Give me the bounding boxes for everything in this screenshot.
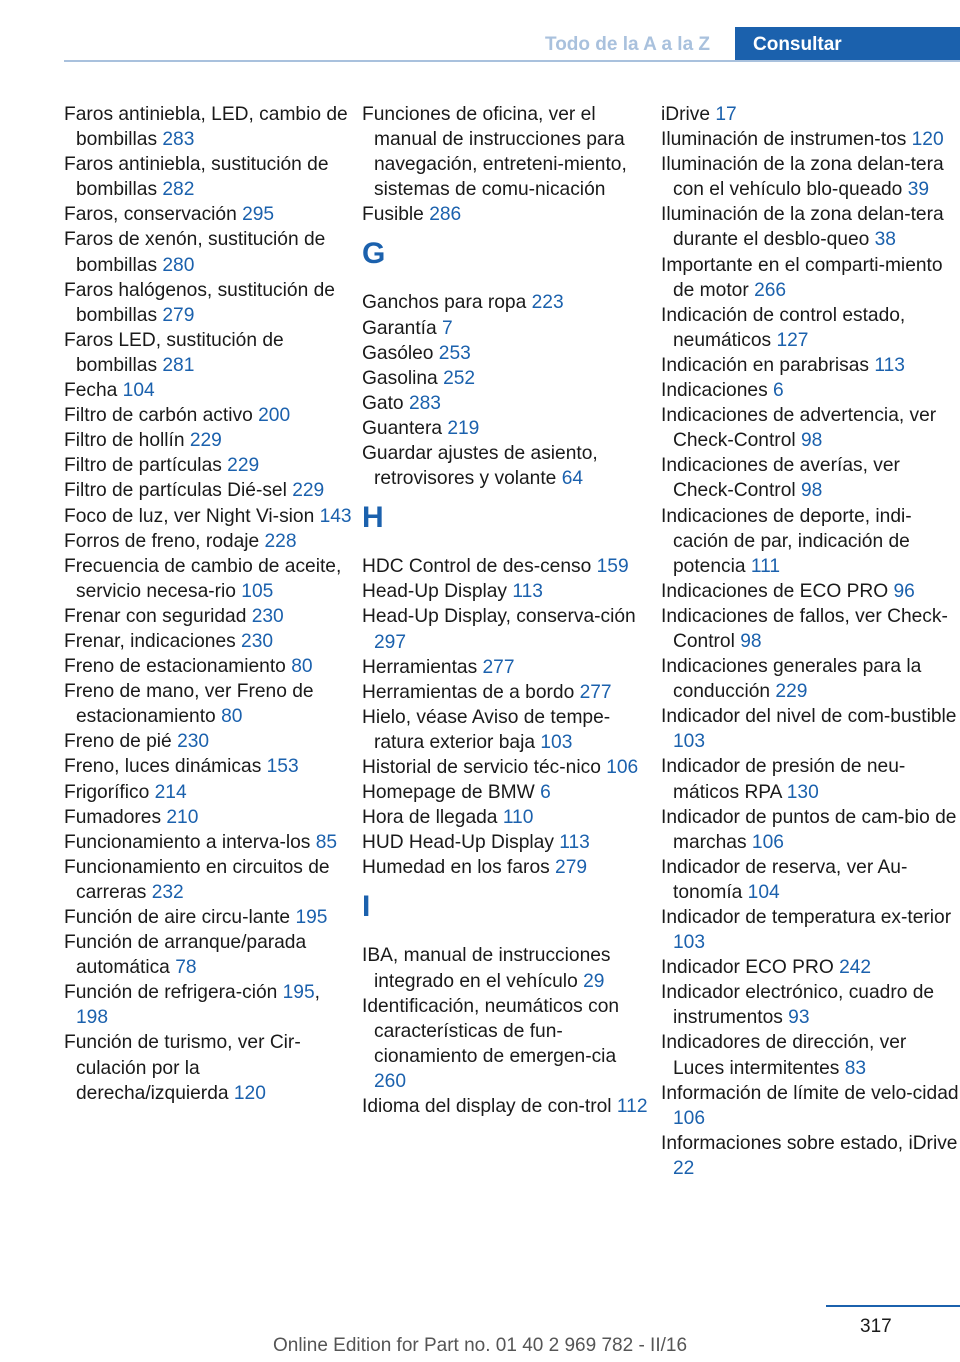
index-entry-text: Fusible [362,204,430,226]
page-link[interactable]: 230 [241,630,274,652]
index-entry [64,654,354,679]
page-link[interactable]: 143 [319,505,352,527]
index-entry [362,994,652,1094]
index-entry-text: Freno de mano, ver Freno de estacionamiento [64,681,314,728]
index-entry [64,102,354,152]
index-entry [64,378,354,403]
index-entry-text: Filtro de partículas Dié‐sel [64,480,293,502]
index-entry [661,403,960,453]
index-entry-text: Faros de xenón, sustitución de bombillas [64,229,326,276]
index-entry-text: Importante en el comparti‐miento de motor [661,254,943,301]
page-link[interactable]: 260 [374,1070,407,1092]
index-entry-text: Faros antiniebla, sustitución de bombillas [64,154,329,201]
index-entry [64,554,354,604]
index-entry [661,579,960,604]
page-link[interactable]: 266 [754,279,787,301]
index-entry-text: Filtro de carbón activo [64,405,259,427]
index-entry [64,629,354,654]
index-entry-text: Indicador de temperatura ex‐terior [661,907,952,928]
page-link[interactable]: 98 [800,480,823,502]
index-entry [661,453,960,503]
index-entry-text: Iluminación de instrumen‐tos [661,129,912,151]
index-entry-text: Filtro de partículas [64,455,228,477]
index-entry-text: Indicador de presión de neu‐máticos RPA [661,756,906,803]
index-entry [661,253,960,303]
page-link[interactable]: 279 [162,304,195,326]
page-link[interactable]: 280 [162,254,195,276]
header-divider [64,60,960,62]
page-link[interactable]: 113 [512,581,543,603]
index-entry [661,805,960,855]
index-entry-text: Gato [362,392,409,414]
index-entry-text: iDrive [661,104,716,125]
page-link[interactable]: 297 [374,631,407,653]
index-entry [362,855,652,880]
index-entry [661,704,960,754]
page-link[interactable]: 198 [76,1007,109,1029]
index-entry-text: HUD Head-Up Display [362,832,560,854]
index-entry [64,278,354,328]
index-entry-text: Herramientas [362,656,483,678]
index-entry [362,366,652,391]
index-entry-text: Indicador de puntos de cam‐bio de marchas [661,806,957,853]
index-entry-text: Indicaciones [661,380,773,402]
index-entry-text: Función de refrigera‐ción [64,982,283,1004]
footer-divider [826,1305,960,1307]
index-column-2 [362,102,652,1119]
index-entry [64,403,354,428]
index-entry [362,1094,652,1119]
index-entry-text: Freno de estacionamiento [64,656,292,678]
page-link[interactable]: 223 [531,292,564,314]
index-entry-text: Indicaciones de deporte, indi‐cación de par, indicación de potencia [661,505,912,577]
page-link[interactable]: 6 [773,380,784,402]
page-number: 317 [860,1316,892,1337]
index-entry-text: Fecha [64,380,123,402]
page-link[interactable]: 104 [122,380,155,402]
page-link[interactable]: 210 [166,806,199,828]
page-link[interactable]: 229 [775,681,808,703]
index-entry [661,127,960,152]
index-entry [64,227,354,277]
index-entry-text: Hielo, véase Aviso de tempe‐ratura exterior baja [362,706,611,753]
index-entry [362,805,652,830]
page-link[interactable]: 111 [750,555,781,577]
page-link[interactable]: 7 [442,317,453,339]
index-entry-text: Humedad en los faros [362,857,556,879]
index-entry [362,943,652,993]
index-entry [64,202,354,227]
index-entry-text: Funcionamiento a interva‐los [64,831,316,853]
page-link[interactable]: 159 [596,556,629,578]
page-link[interactable]: 105 [241,580,274,602]
page-link[interactable]: 195 [282,982,315,1004]
page-link[interactable]: 106 [606,756,639,778]
index-entry [64,830,354,855]
page-link[interactable]: 106 [751,831,784,853]
index-entry-text: Faros antiniebla, LED, cambio de bombillas [64,104,348,151]
index-entry-text: Homepage de BMW [362,782,541,804]
index-entry [362,316,652,341]
index-entry-text: Indicación de control estado, neumáticos [661,304,906,351]
index-entry [64,1030,354,1105]
index-entry-text: Hora de llegada [362,807,503,829]
page-link[interactable]: 281 [162,354,195,376]
index-entry-text: Indicador electrónico, cuadro de instrumentos [661,982,935,1029]
index-entry-text: Guardar ajustes de asiento, retrovisores y volante [362,443,598,490]
index-entry [64,453,354,478]
page-link[interactable]: 29 [583,970,605,992]
index-entry [661,1030,960,1080]
index-entry [64,930,354,980]
index-entry [661,152,960,202]
index-entry [362,290,652,315]
page-link[interactable]: 78 [175,957,197,979]
index-entry [362,441,652,491]
index-entry [661,353,960,378]
page-link[interactable]: 283 [162,129,195,151]
index-entry-text: Gasóleo [362,342,439,364]
page-link[interactable]: 253 [438,342,471,364]
page-link[interactable]: 283 [408,392,441,414]
index-entry: Función de refrigera‐ción 195, 198 [64,982,320,1029]
page-link[interactable]: 219 [447,417,480,439]
index-entry [362,755,652,780]
index-entry [362,554,652,579]
index-entry [362,416,652,441]
page-link[interactable]: 242 [839,957,872,979]
index-entry-text: Indicaciones generales para la conducción [661,656,922,703]
page-link[interactable]: 120 [911,129,944,151]
index-entry [64,729,354,754]
index-entry [64,679,354,729]
page-link[interactable]: 153 [266,756,299,778]
page-link[interactable]: 93 [788,1007,810,1029]
index-entry-text: Frecuencia de cambio de aceite, servicio necesa‐rio [64,555,342,602]
page-link[interactable]: 39 [907,179,930,201]
index-entry-text: Función de arranque/parada automática [64,932,307,979]
page-link[interactable]: 83 [844,1057,867,1079]
index-entry [362,391,652,416]
index-entry-text: HDC Control de des‐censo [362,556,597,578]
page-link[interactable]: 80 [221,706,243,728]
index-entry-text: Herramientas de a bordo [362,681,580,703]
page-link[interactable]: 277 [579,681,612,703]
index-entry [362,604,652,654]
index-entry-text: Indicadores de dirección, ver Luces intermitentes [661,1032,907,1079]
page-link[interactable]: 282 [162,179,195,201]
index-entry [661,1081,960,1131]
index-entry-text: Freno, luces dinámicas [64,756,267,778]
index-entry [661,378,960,403]
index-entry-text: Fumadores [64,806,167,828]
index-entry [64,529,354,554]
page-link[interactable]: 80 [291,656,313,678]
index-entry-text: Funcionamiento en circuitos de carreras [64,856,330,903]
page-link[interactable]: 214 [154,781,187,803]
page-link[interactable]: 112 [616,1096,648,1117]
index-entry [661,102,960,127]
index-entry [661,980,960,1030]
index-entry [661,905,960,955]
index-entry [661,754,960,804]
index-entry [661,1131,960,1181]
index-entry [362,341,652,366]
page-link[interactable]: 230 [177,731,210,753]
index-entry-text: Frigorífico [64,781,155,803]
page-link[interactable]: 279 [555,857,588,879]
index-entry-text: Head-Up Display, conserva‐ción [362,606,636,628]
index-entry-text: Indicador ECO PRO [661,957,840,979]
index-entry-text: Iluminación de la zona delan‐tera durante el desblo‐queo [661,204,944,251]
page-link[interactable]: 229 [227,455,260,477]
index-entry [362,680,652,705]
index-entry [64,328,354,378]
index-entry [362,780,652,805]
index-entry [64,905,354,930]
index-entry-text: Filtro de hollín [64,430,190,452]
page-link[interactable]: 103 [673,731,706,753]
index-entry-text: Historial de servicio téc‐nico [362,756,607,778]
page-link[interactable]: 195 [295,907,328,928]
page-link[interactable]: 120 [233,1082,266,1104]
index-letter-heading: G [362,237,386,271]
page-link[interactable]: 113 [874,354,905,376]
index-entry [64,504,354,529]
index-entry [362,705,652,755]
index-entry-text: Freno de pié [64,731,178,753]
page-link[interactable]: 228 [264,530,297,552]
page-link[interactable]: 22 [673,1157,695,1179]
page-link[interactable]: 127 [776,329,809,351]
page-link[interactable]: 96 [893,580,915,602]
edition-note: Online Edition for Part no. 01 40 2 969 782 - II/16 [272,1335,688,1356]
index-entry-text: Indicador de reserva, ver Au‐tonomía [661,856,908,903]
index-entry-text: Frenar con seguridad [64,605,252,627]
page-link[interactable]: 98 [740,630,762,652]
index-entry-text: Ganchos para ropa [362,292,532,314]
index-entry [64,478,354,503]
page-link[interactable]: 103 [673,932,706,954]
page-link[interactable]: 64 [561,468,584,490]
index-entry-text: Indicación en parabrisas [661,354,875,376]
index-entry [661,955,960,980]
index-entry-text: IBA, manual de instrucciones integrado en el vehículo [362,945,611,992]
page-link[interactable]: 104 [747,881,780,903]
page-link[interactable]: 252 [443,367,476,389]
index-entry-text: Informaciones sobre estado, iDrive [661,1132,958,1154]
section-title: Todo de la A a la Z [545,34,711,55]
index-entry [362,102,652,202]
index-entry [362,579,652,604]
index-entry [64,780,354,805]
page-link[interactable]: 85 [315,831,338,853]
index-entry [661,303,960,353]
index-entry-text: Foco de luz, ver Night Vi‐sion [64,505,320,527]
index-column-3 [661,102,960,1181]
index-entry [661,202,960,252]
page-link[interactable]: 229 [189,430,222,452]
index-letter-heading: H [362,501,384,535]
index-entry [64,754,354,779]
index-letter-heading: I [362,890,371,924]
index-entry [64,604,354,629]
index-entry-text: Faros halógenos, sustitución de bombillas [64,279,335,326]
page-link[interactable]: 232 [151,881,184,903]
page-link[interactable]: 110 [502,807,534,829]
index-entry-text: Indicaciones de ECO PRO [661,580,894,602]
index-entry-text: Faros LED, sustitución de bombillas [64,329,284,376]
index-entry-text: Identificación, neumáticos con características de fun‐cionamiento de emergen‐cia [362,995,620,1067]
index-entry [661,654,960,704]
index-entry-text: Función de aire circu‐lante [64,907,296,928]
page-link[interactable]: 200 [258,405,291,427]
index-entry-text: Faros, conservación [64,204,243,226]
page-link[interactable]: 286 [429,204,462,226]
index-entry-text: Indicaciones de averías, ver Check-Control [661,455,900,502]
index-entry [362,655,652,680]
index-entry-text: Frenar, indicaciones [64,630,242,652]
index-entry [362,202,652,227]
page-link[interactable]: 130 [786,781,819,803]
index-entry-text: Indicaciones de fallos, ver Check-Control [661,605,948,652]
index-entry-text: Funciones de oficina, ver el manual de instrucciones para navegación, entreteni‐miento, sistemas de comu‐nicación [362,104,627,201]
page-link[interactable]: 295 [242,204,275,226]
index-entry-text: Indicaciones de advertencia, ver Check-Control [661,405,937,452]
index-entry-text: Indicador del nivel de com‐bustible [661,706,957,728]
index-entry [64,805,354,830]
page-link[interactable]: 98 [800,430,823,452]
index-entry [64,428,354,453]
index-entry [64,855,354,905]
index-entry-text: Información de límite de velo‐cidad [661,1082,959,1104]
index-entry-text: Garantía [362,317,442,339]
page-header [0,0,960,62]
index-entry [661,504,960,579]
section-tab: Consultar [735,27,960,62]
page-link[interactable]: 103 [540,731,573,753]
page-link[interactable]: 230 [251,605,284,627]
index-entry-text: Iluminación de la zona delan‐tera con el vehículo blo‐queado [661,154,944,201]
index-column-1 [64,102,354,1106]
index-entry-text: Gasolina [362,367,444,389]
index-entry-text: Idioma del display de con‐trol [362,1096,617,1117]
index-entry-text: Head-Up Display [362,581,513,603]
index-entry-text: Forros de freno, rodaje [64,530,265,552]
page-link[interactable]: 229 [292,480,325,502]
page-link[interactable]: 38 [874,229,896,251]
page-link[interactable]: 113 [559,832,590,854]
index-entry-text: Función de turismo, ver Cir‐culación por la derecha/izquierda [64,1032,301,1104]
index-entry [64,152,354,202]
page-link[interactable]: 17 [715,104,737,125]
index-entry [661,855,960,905]
page-link[interactable]: 106 [673,1107,706,1129]
index-entry-text: Guantera [362,417,448,439]
page-link[interactable]: 277 [482,656,515,678]
index-entry [362,830,652,855]
index-entry [661,604,960,654]
page-link[interactable]: 6 [540,782,551,804]
